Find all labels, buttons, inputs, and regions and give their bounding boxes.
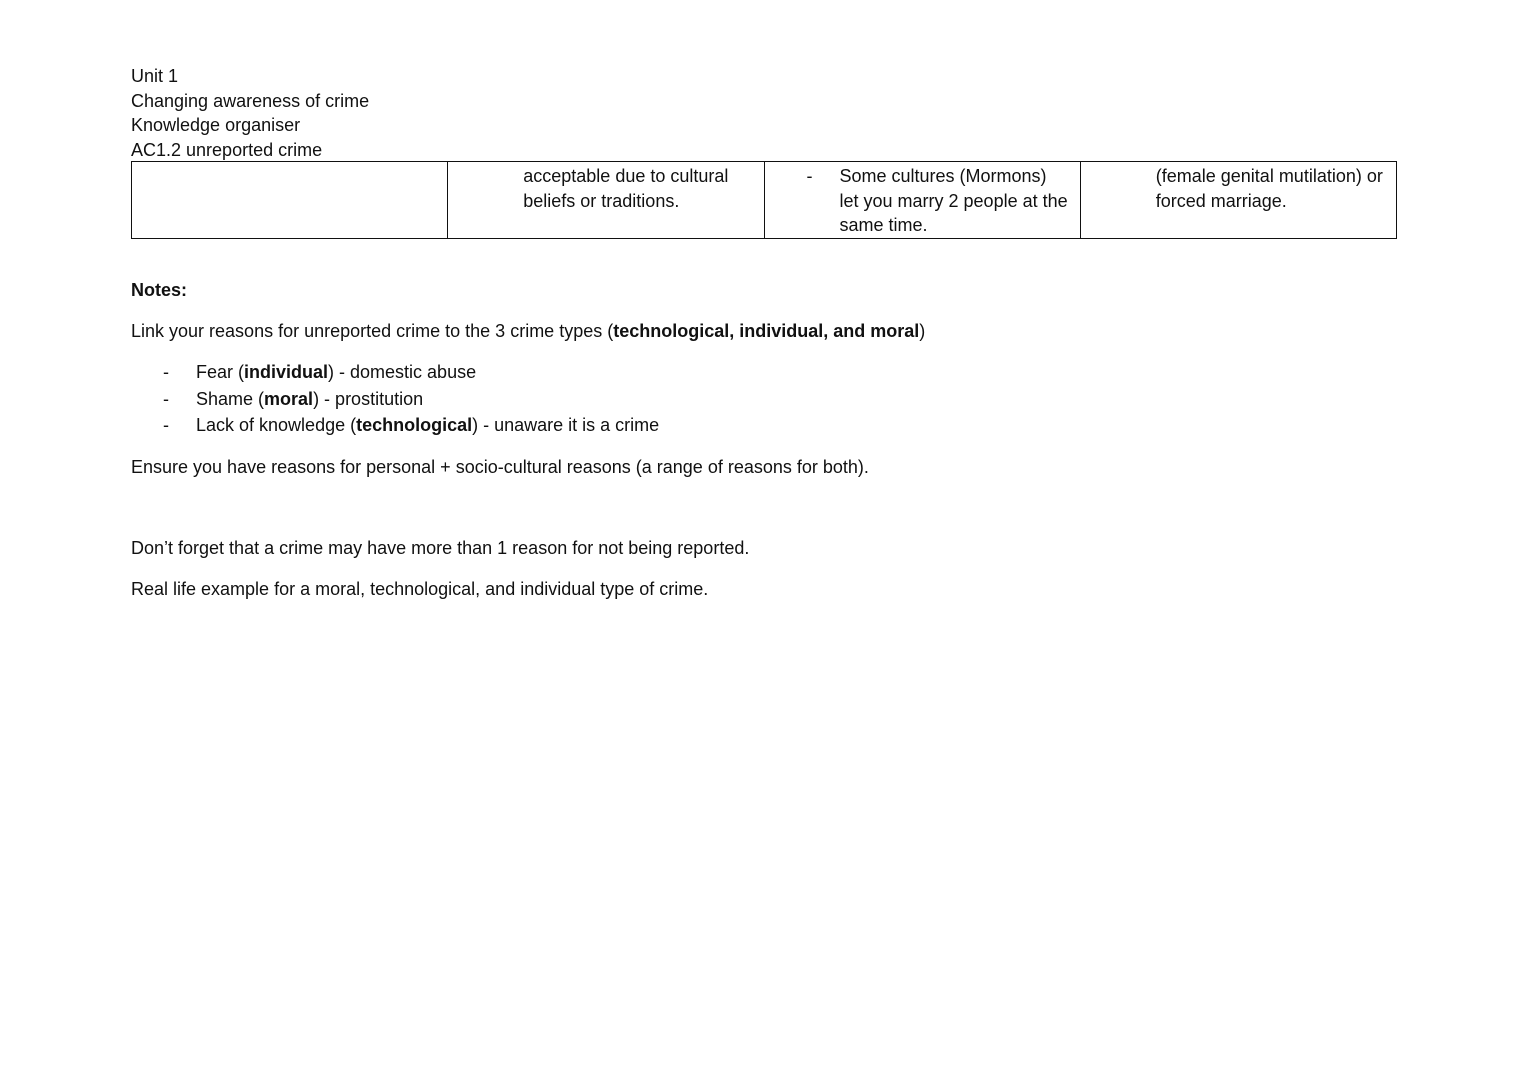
notes-heading: Notes:	[131, 280, 188, 300]
unit-label: Unit 1	[131, 66, 179, 86]
cell-text: Some cultures (Mormons) let you marry 2 people at the same time.	[839, 166, 1068, 235]
bullet-dash: -	[163, 362, 169, 382]
notes-intro: Link your reasons for unreported crime to the 3 crime types (technological, individual, and moral)	[131, 320, 926, 341]
table-cell-3	[764, 162, 1080, 239]
ensure-note: Ensure you have reasons for personal + socio-cultural reasons (a range of reasons for both).	[131, 456, 869, 477]
table-cell-2	[448, 162, 764, 239]
list-item: - Fear (individual) - domestic abuse	[131, 359, 1431, 386]
bullet-dash: -	[806, 166, 813, 186]
table-cell-1	[132, 162, 448, 239]
section-code: AC1.2 unreported crime	[131, 139, 323, 160]
real-life-note: Real life example for a moral, technological, and individual type of crime.	[131, 578, 709, 599]
table-cell-4	[1080, 162, 1396, 239]
cell-bullet-item	[765, 164, 1080, 238]
document-type: Knowledge organiser	[131, 115, 301, 135]
document-header	[131, 64, 369, 162]
list-item: - Lack of knowledge (technological) - unaware it is a crime	[131, 412, 1431, 439]
bullet-dash: -	[163, 388, 169, 409]
cell-text: (female genital mutilation) or forced marriage.	[1155, 166, 1383, 211]
dont-forget-note: Don’t forget that a crime may have more than 1 reason for not being reported.	[131, 538, 750, 558]
cell-text: acceptable due to cultural beliefs or traditions.	[523, 166, 729, 211]
table-row	[132, 162, 1397, 239]
bullet-dash: -	[163, 415, 169, 435]
notes-section	[131, 278, 1431, 601]
reasons-list	[131, 359, 1431, 439]
list-item: - Shame (moral) - prostitution	[131, 386, 1431, 413]
crime-types-bold: technological, individual, and moral	[613, 320, 920, 341]
topic-title: Changing awareness of crime	[131, 90, 370, 111]
knowledge-table	[131, 161, 1397, 239]
